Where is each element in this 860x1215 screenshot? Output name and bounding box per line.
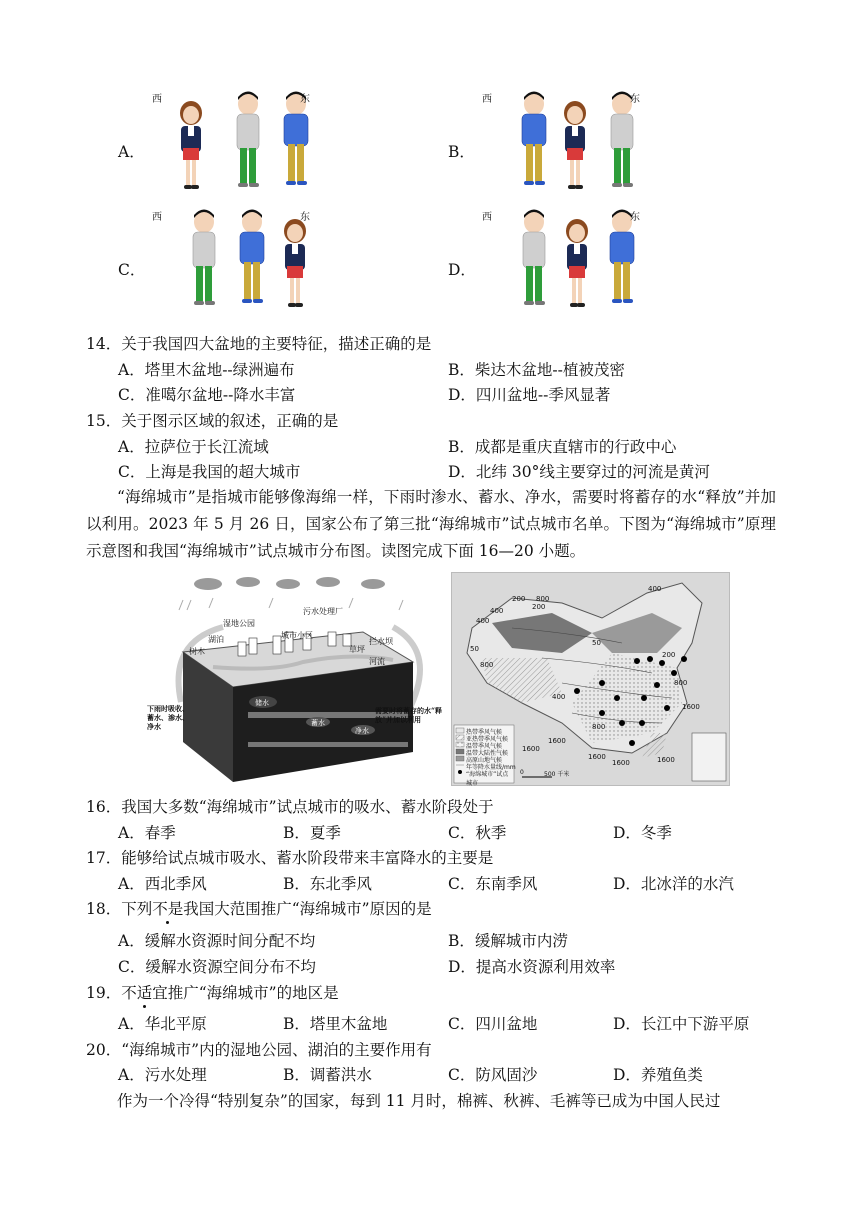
people-illustration xyxy=(150,210,310,315)
q18-option-d[interactable]: D．提高水资源利用效率 xyxy=(448,958,616,976)
label-wetland: 湿地公园 xyxy=(223,619,255,628)
people-illustration xyxy=(150,92,310,197)
q20-option-d[interactable]: D．养殖鱼类 xyxy=(613,1066,703,1084)
q14-option-a[interactable]: A．塔里木盆地--绿洲遍布 xyxy=(118,361,295,379)
q14-stem: 14．关于我国四大盆地的主要特征，描述正确的是 xyxy=(86,335,432,353)
q15-option-c[interactable]: C．上海是我国的超大城市 xyxy=(118,463,301,481)
label-store: 储水 xyxy=(255,699,269,707)
legend-item: 温带季风气候 xyxy=(466,743,503,750)
q16-stem: 16．我国大多数“海绵城市”试点城市的吸水、蓄水阶段处于 xyxy=(86,798,494,816)
iso-label: 800 xyxy=(480,661,494,669)
q18-option-a[interactable]: A．缓解水资源时间分配不均 xyxy=(118,932,316,950)
east-label: 东 xyxy=(630,212,640,223)
legend-item: 年等降水量线/mm xyxy=(466,764,516,771)
q17-stem: 17．能够给试点城市吸水、蓄水阶段带来丰富降水的主要是 xyxy=(86,849,494,867)
q18-option-c[interactable]: C．缓解水资源空间分布不均 xyxy=(118,958,316,976)
china-pilot-city-map xyxy=(451,572,730,786)
iso-label: 200 xyxy=(512,595,526,603)
iso-label: 1600 xyxy=(682,703,700,711)
q20-option-b[interactable]: B．调蓄洪水 xyxy=(283,1066,372,1084)
q17-option-c[interactable]: C．东南季风 xyxy=(448,875,538,893)
diagram-illustration xyxy=(153,572,443,790)
q19-option-b[interactable]: B．塔里木盆地 xyxy=(283,1015,388,1033)
q19-option-c[interactable]: C．四川盆地 xyxy=(448,1015,538,1033)
q18-post: 我国大范围推广“海绵城市”原因的是 xyxy=(183,900,432,918)
west-label: 西 xyxy=(482,94,492,105)
q20-option-a[interactable]: A．污水处理 xyxy=(118,1066,207,1084)
q17-option-b[interactable]: B．东北季风 xyxy=(283,875,372,893)
q16-option-c[interactable]: C．秋季 xyxy=(448,824,507,842)
label-tree: 树木 xyxy=(189,647,205,656)
legend-item: 热带季风气候 xyxy=(466,729,503,736)
iso-label: 1600 xyxy=(612,759,630,767)
option-d-letter: D． xyxy=(448,261,476,279)
option-a-figure xyxy=(150,92,310,197)
iso-label: 200 xyxy=(662,651,676,659)
iso-label: 400 xyxy=(490,607,504,615)
label-rain-absorb: 下雨时吸收、蓄水、渗水、净水 xyxy=(147,704,189,731)
iso-label: 1600 xyxy=(548,737,566,745)
iso-label: 400 xyxy=(552,693,566,701)
q19-pre: 19． xyxy=(86,984,122,1002)
q14-option-d[interactable]: D．四川盆地--季风显著 xyxy=(448,386,611,404)
label-sewage: 污水处理厂 xyxy=(303,607,343,616)
option-d-figure xyxy=(480,210,640,315)
east-label: 东 xyxy=(300,212,310,223)
iso-label: 50 xyxy=(592,639,601,647)
sponge-city-diagram xyxy=(147,572,443,790)
label-dam: 拦水坝 xyxy=(369,637,393,646)
scale-500: 500 千米 xyxy=(544,771,570,778)
west-label: 西 xyxy=(152,212,162,223)
iso-label: 50 xyxy=(470,645,479,653)
q14-option-b[interactable]: B．柴达木盆地--植被茂密 xyxy=(448,361,625,379)
q14-option-c[interactable]: C．准噶尔盆地--降水丰富 xyxy=(118,386,296,404)
legend-item: 温带大陆性气候 xyxy=(466,750,509,757)
q16-option-a[interactable]: A．春季 xyxy=(118,824,176,842)
label-river: 河流 xyxy=(369,657,385,666)
legend-item: 高原山地气候 xyxy=(466,757,503,764)
q15-option-b[interactable]: B．成都是重庆直辖市的行政中心 xyxy=(448,438,677,456)
option-b-figure xyxy=(480,92,640,197)
legend-item: 亚热带季风气候 xyxy=(466,736,509,743)
next-passage-start: 作为一个冷得“特别复杂”的国家，每到 11 月时，棉裤、秋裤、毛裤等已成为中国人民过 xyxy=(117,1092,721,1110)
q18-pre: 18．下列 xyxy=(86,900,153,918)
option-c-letter: C． xyxy=(118,261,146,279)
iso-label: 800 xyxy=(536,595,550,603)
people-illustration xyxy=(480,210,640,315)
label-purify: 净水 xyxy=(355,727,369,735)
iso-label: 800 xyxy=(674,679,688,687)
q17-option-d[interactable]: D．北冰洋的水汽 xyxy=(613,875,734,893)
label-hold: 蓄水 xyxy=(311,719,325,727)
q20-option-c[interactable]: C．防风固沙 xyxy=(448,1066,538,1084)
option-c-figure xyxy=(150,210,310,315)
people-illustration xyxy=(480,92,640,197)
iso-label: 1600 xyxy=(588,753,606,761)
q18-emphasis: 不是 xyxy=(152,900,184,918)
iso-label: 800 xyxy=(592,723,606,731)
east-label: 东 xyxy=(630,94,640,105)
q19-post: 推广“海绵城市”的地区是 xyxy=(167,984,339,1002)
scale-zero: 0 xyxy=(520,769,524,776)
q17-option-a[interactable]: A．西北季风 xyxy=(118,875,207,893)
label-lawn: 草坪 xyxy=(349,645,365,654)
q19-stem xyxy=(86,982,339,1004)
q15-option-a[interactable]: A．拉萨位于长江流域 xyxy=(118,438,269,456)
option-b-letter: B． xyxy=(448,143,475,161)
legend-item: “海绵城市”试点城市 xyxy=(466,771,509,787)
q19-option-a[interactable]: A．华北平原 xyxy=(118,1015,207,1033)
label-release: 需要时将蓄存的水“释放”并加以利用 xyxy=(375,706,443,724)
label-lake: 湖泊 xyxy=(208,635,224,644)
q16-option-d[interactable]: D．冬季 xyxy=(613,824,672,842)
iso-label: 400 xyxy=(476,617,490,625)
option-a-letter: A． xyxy=(118,143,145,161)
iso-label: 200 xyxy=(532,603,546,611)
q15-option-d[interactable]: D．北纬 30°线主要穿过的河流是黄河 xyxy=(448,463,710,481)
iso-label: 1600 xyxy=(522,745,540,753)
west-label: 西 xyxy=(482,212,492,223)
q18-stem xyxy=(86,898,432,920)
q16-option-b[interactable]: B．夏季 xyxy=(283,824,341,842)
label-community: 城市小区 xyxy=(281,631,313,640)
q20-stem: 20．“海绵城市”内的湿地公园、湖泊的主要作用有 xyxy=(86,1041,432,1059)
q18-option-b[interactable]: B．缓解城市内涝 xyxy=(448,932,568,950)
west-label: 西 xyxy=(152,94,162,105)
iso-label: 1600 xyxy=(657,756,675,764)
q19-option-d[interactable]: D．长江中下游平原 xyxy=(613,1015,750,1033)
sponge-city-intro: “海绵城市”是指城市能够像海绵一样，下雨时渗水、蓄水、净水，需要时将蓄存的水“释放”并加以利用。2023 年 5 月 26 日，国家公布了第三批“海绵城市”试点城市名单。下图为“海绵城市”原理示意图和我国“海绵城市”试点城市分布图。读图完成下面 16—20 小题。 xyxy=(86,488,776,560)
iso-label: 400 xyxy=(648,585,662,593)
east-label: 东 xyxy=(300,94,310,105)
q19-emphasis: 不适宜 xyxy=(121,984,168,1002)
q15-stem: 15．关于图示区域的叙述，正确的是 xyxy=(86,412,339,430)
